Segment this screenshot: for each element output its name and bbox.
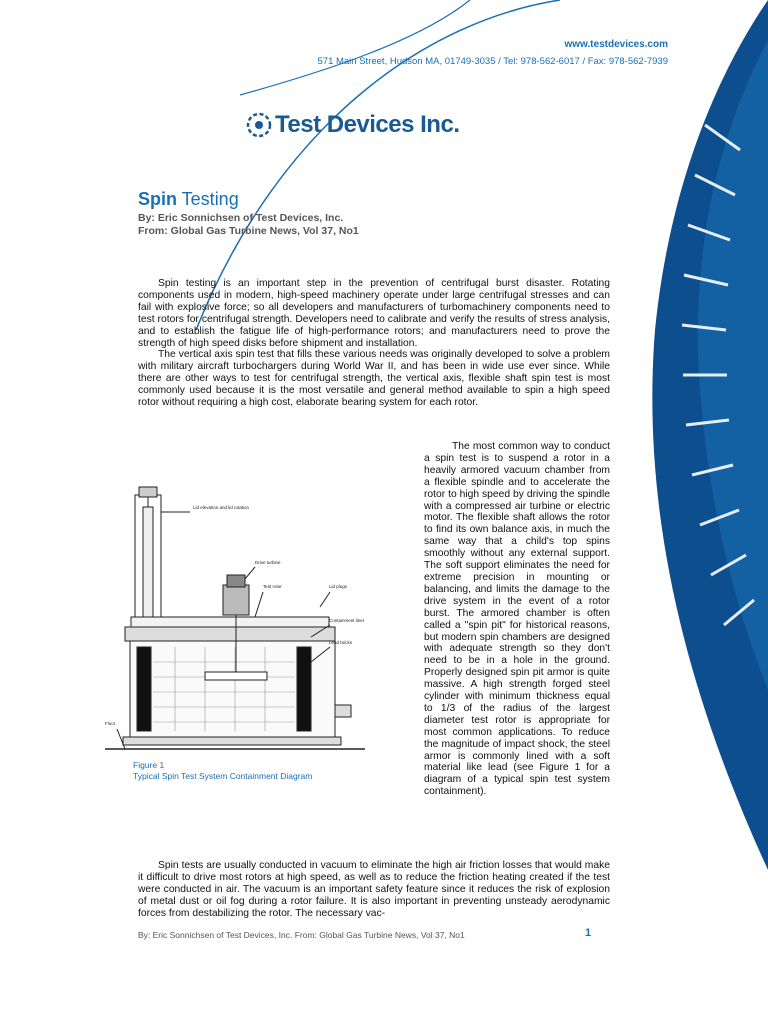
containment-diagram <box>105 467 365 757</box>
right-column <box>424 441 610 798</box>
company-address: 571 Main Street, Hudson MA, 01749-3035 / Tel: 978-562-6017 / Fax: 978-562-7939 <box>317 56 668 67</box>
website-url[interactable]: www.testdevices.com <box>564 39 668 50</box>
logo-text: Test Devices Inc. <box>275 111 460 138</box>
paragraph-2: The vertical axis spin test that fills these various needs was originally developed to solve a problem with military aircraft turbochargers during World War II, and has been in wide use ever since. While there are other ways to test for centrifugal strength, the vertical axis, flexible shaft spin test is most commonly used because it is the most versatile and general method available to spin a high speed rotor without requiring a high cost, elaborate bearing system for each rotor. <box>138 349 610 409</box>
footer-text: By: Eric Sonnichsen of Test Devices, Inc. From: Global Gas Turbine News, Vol 37, No1 <box>138 930 465 940</box>
paragraph-1: Spin testing is an important step in the prevention of centrifugal burst disaster. Rotating components used in modern, high-speed machinery operate under large centrifugal stresses and can fail with explosive force; so all developers and manufacturers of turbomachinery components need to test rotors for centrifugal strength. Developers need to calibrate and verify the results of stress analysis, and to establish the fatigue life of high-performance rotors; and manufacturers need to prove the strength of high speed disks before shipment and installation. <box>138 278 610 349</box>
page-number: 1 <box>585 927 592 939</box>
company-logo <box>246 111 459 139</box>
label-test-rotor: Test rotor <box>263 584 282 589</box>
label-drive-turbine: Drive turbine <box>255 560 281 565</box>
source-line: From: Global Gas Turbine News, Vol 37, No1 <box>138 225 359 237</box>
label-lid-elevation: Lid elevation and lid rotation <box>193 505 250 510</box>
closing-paragraph <box>138 860 610 920</box>
figure-caption <box>133 760 312 782</box>
article-title: Spin Testing <box>138 189 239 209</box>
paragraph-3: The most common way to conduct a spin test is to suspend a rotor in a heavily armored vacuum chamber from a flexible spindle and to accelerate the rotor to high speed by driving the spindle with a compressed air turbine or electric motor. The flexible shaft allows the rotor to find its own balance axis, in much the same way that a child's top spins smoothly without any external support. The soft support eliminates the need for extreme precision in mounting or balancing, and limits the damage to the drive system in the event of a rotor burst. The armored chamber is often called a "spin pit" for historical reasons, but modern spin chambers are designed with adequate strength so they don't need to be in a hole in the ground. Properly designed spin pit armor is quite massive. A high strength forged steel cylinder with minimum thickness equal to 1/3 of the radius of the largest diameter test rotor is appropriate for most common applications. To reduce the magnitude of impact shock, the steel armor is commonly lined with a soft material like lead (see Figure 1 for a diagram of a typical spin test system containment). <box>424 441 610 798</box>
caption-text: Typical Spin Test System Containment Diagram <box>133 771 313 781</box>
logo-icon <box>246 112 272 138</box>
label-lead-bricks: Lead bricks <box>329 640 353 645</box>
caption-label: Figure 1 <box>133 760 165 770</box>
author-line: By: Eric Sonnichsen of Test Devices, Inc. <box>138 212 344 224</box>
label-containment-liner: Containment liner <box>329 618 365 623</box>
label-lid-plugs: Lid plugs <box>329 584 348 589</box>
label-floor: Floor <box>105 721 116 726</box>
byline <box>138 212 359 238</box>
intro-paragraphs <box>138 278 610 409</box>
paragraph-4: Spin tests are usually conducted in vacuum to eliminate the high air friction losses that would make it difficult to drive most rotors at high speed, as well as to reduce the friction heating created if the test were conducted in air. The vacuum is an important safety feature since it reduces the risk of explosion of metal dust or oil fog during a rotor failure. It is also important in preventing unsteady aerodynamic forces from destabilizing the rotor. The necessary vac- <box>138 860 610 919</box>
